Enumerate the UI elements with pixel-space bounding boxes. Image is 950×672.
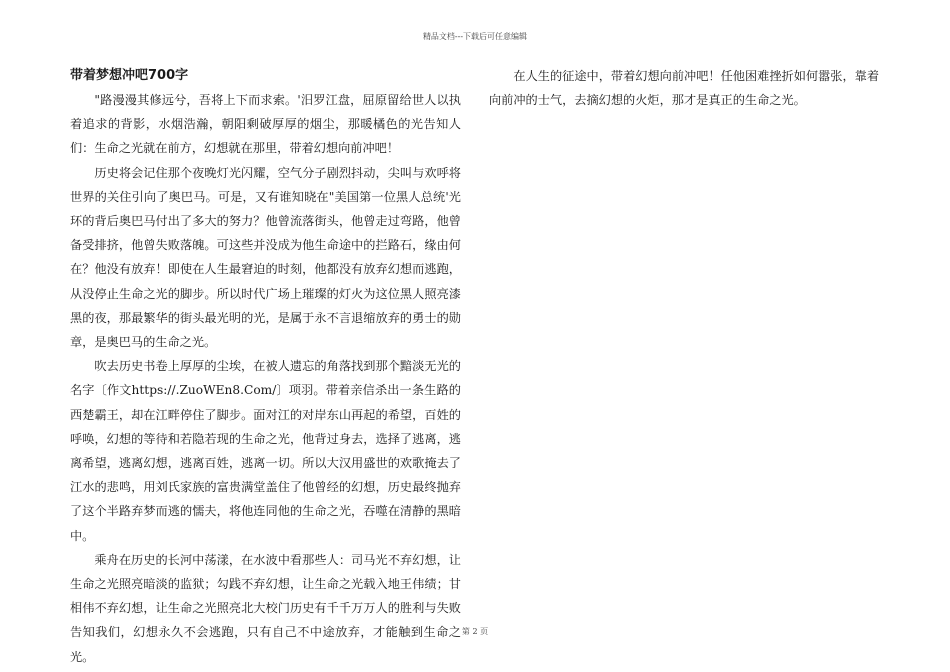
right-column xyxy=(489,64,879,112)
paragraph-4: 乘舟在历史的长河中荡漾，在水波中看那些人：司马光不弃幻想，让生命之光照亮暗淡的监狱；勾践不弃幻想，让生命之光载入地王伟绩；甘相伟不弃幻想，让生命之光照亮北大校门历史有千千万万人的胜利与失败告知我们，幻想永久不会逃跑，只有自己不中途放弃，才能触到生命之光。 xyxy=(70,552,461,664)
paragraph-2: 历史将会记住那个夜晚灯光闪耀，空气分子剧烈抖动，尖叫与欢呼将世界的关住引向了奥巴马。可是，又有谁知晓在"美国第一位黑人总统'光环的背后奥巴马付出了多大的努力？他曾流落街头，他曾走过弯路，他曾备受排挤，他曾失败落魄。可这些并没成为他生命途中的拦路石，缘由何在？他没有放弃！即使在人生最窘迫的时刻，他都没有放弃幻想而逃跑，从没停止生命之光的脚步。所以时代广场上璀璨的灯火为这位黑人照亮漆黑的夜，那最繁华的街头最光明的光，是属于永不言退缩放弃的勇士的勋章，是奥巴马的生命之光。 xyxy=(70,165,461,350)
paragraph-3: 吹去历史书卷上厚厚的尘埃，在被人遗忘的角落找到那个黯淡无光的名字〔作文https://.ZuoWEn8.Com/〕项羽。带着亲信杀出一条生路的西楚霸王，却在江畔停住了脚步。面对江的对岸东山再起的希望，百姓的呼唤，幻想的等待和若隐若现的生命之光，他背过身去，选择了逃离，逃离希望，逃离幻想，逃离百姓，逃离一切。所以大汉用盛世的欢歌掩去了江水的悲鸣，用刘氏家族的富贵满堂盖住了他曾经的幻想，历史最终抛弃了这个半路弃梦而逃的懦夫，将他连同他的生命之光，吞噬在清静的黑暗中。 xyxy=(70,359,461,543)
paragraph-5: 在人生的征途中，带着幻想向前冲吧！任他困难挫折如何嚣张，靠着向前冲的士气，去摘幻想的火炬，那才是真正的生命之光。 xyxy=(489,69,880,108)
left-column xyxy=(70,64,461,669)
page-number: 第 2 页 xyxy=(461,627,489,636)
paragraph-1: "路漫漫其修远兮，吾将上下而求索。'汨罗江盘，屈原留给世人以执着追求的背影，水烟浩瀚，朝阳剩破厚厚的烟尘，那暖橘色的光告知人们：生命之光就在前方，幻想就在那里，带着幻想向前冲吧！ xyxy=(70,93,461,156)
article-title: 带着梦想冲吧700字 xyxy=(70,68,189,83)
page-header: 精品文档---下载后可任意编辑 xyxy=(422,32,528,41)
